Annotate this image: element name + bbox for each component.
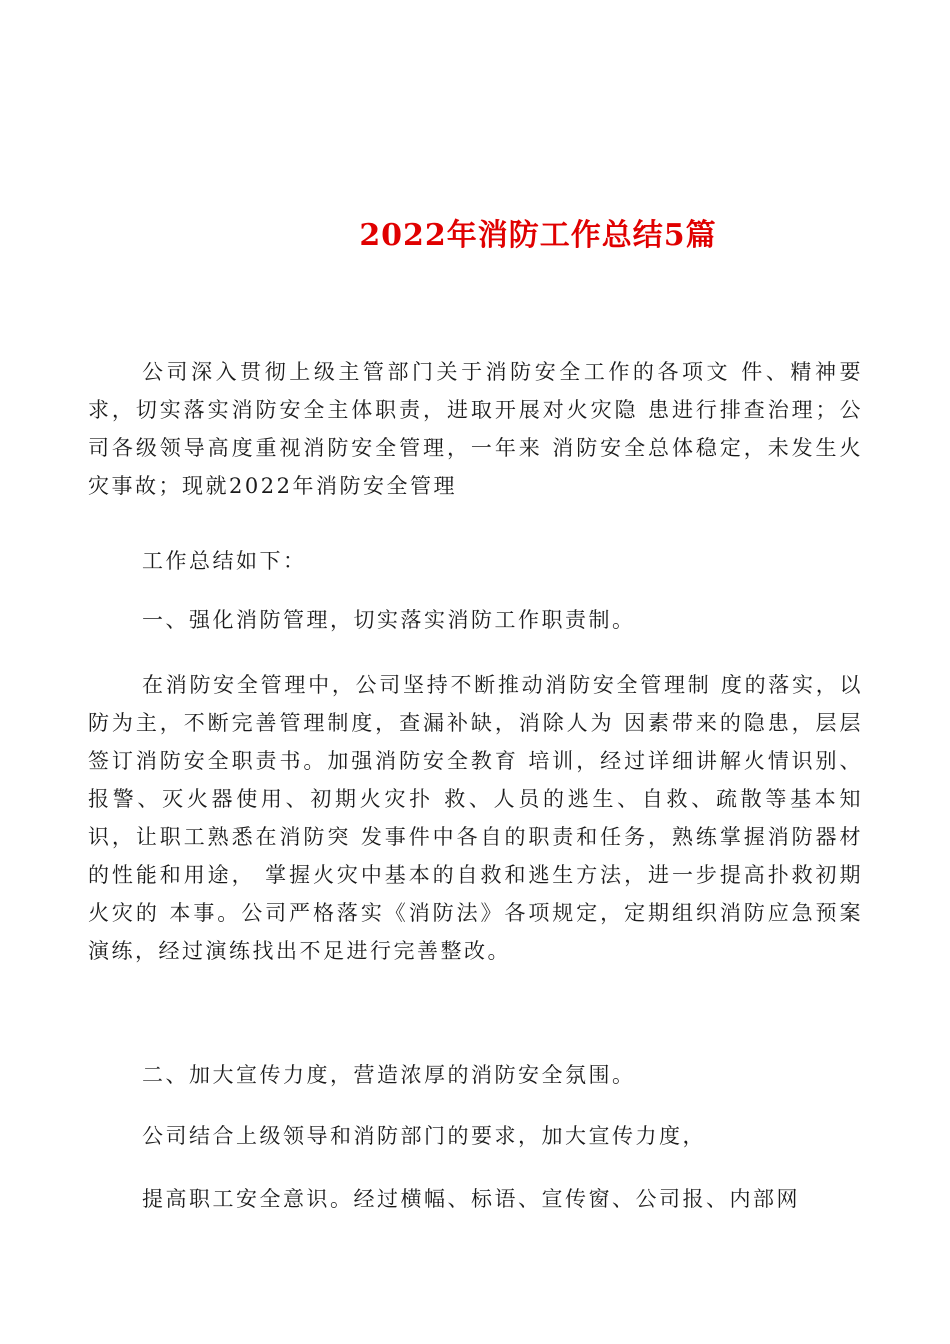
- document-title: 2022年消防工作总结5篇: [359, 218, 717, 254]
- paragraph-summary-lead: 工作总结如下：: [142, 549, 307, 573]
- section-heading-2: 二、加大宣传力度，营造浓厚的消防安全氛围。: [142, 1063, 636, 1087]
- paragraph-section-2a: 公司结合上级领导和消防部门的要求，加大宣传力度，: [142, 1124, 706, 1148]
- section-heading-1: 一、强化消防管理，切实落实消防工作职责制。: [142, 608, 636, 632]
- paragraph-section-2b: 提高职工安全意识。经过横幅、标语、宣传窗、公司报、内部网: [142, 1187, 800, 1211]
- paragraph-intro: 公司深入贯彻上级主管部门关于消防安全工作的各项文 件、精神要求，切实落实消防安全主体职责，进取开展对火灾隐 患进行排查治理；公司各级领导高度重视消防安全管理，一年来 消防安全总体稳定，未发生火灾事故；现就2022年消防安全管理: [88, 360, 863, 498]
- paragraph-section-1: 在消防安全管理中，公司坚持不断推动消防安全管理制 度的落实，以防为主，不断完善管理制度，查漏补缺，消除人为 因素带来的隐患，层层签订消防安全职责书。加强消防安全教育 培训，经过详细讲解火情识别、报警、灭火器使用、初期火灾扑 救、人员的逃生、自救、疏散等基本知识，让职工熟悉在消防突 发事件中各自的职责和任务，熟练掌握消防器材的性能和用途， 掌握火灾中基本的自救和逃生方法，进一步提高扑救初期火灾的 本事。公司严格落实《消防法》各项规定，定期组织消防应急预案演练，经过演练找出不足进行完善整改。: [88, 673, 863, 963]
